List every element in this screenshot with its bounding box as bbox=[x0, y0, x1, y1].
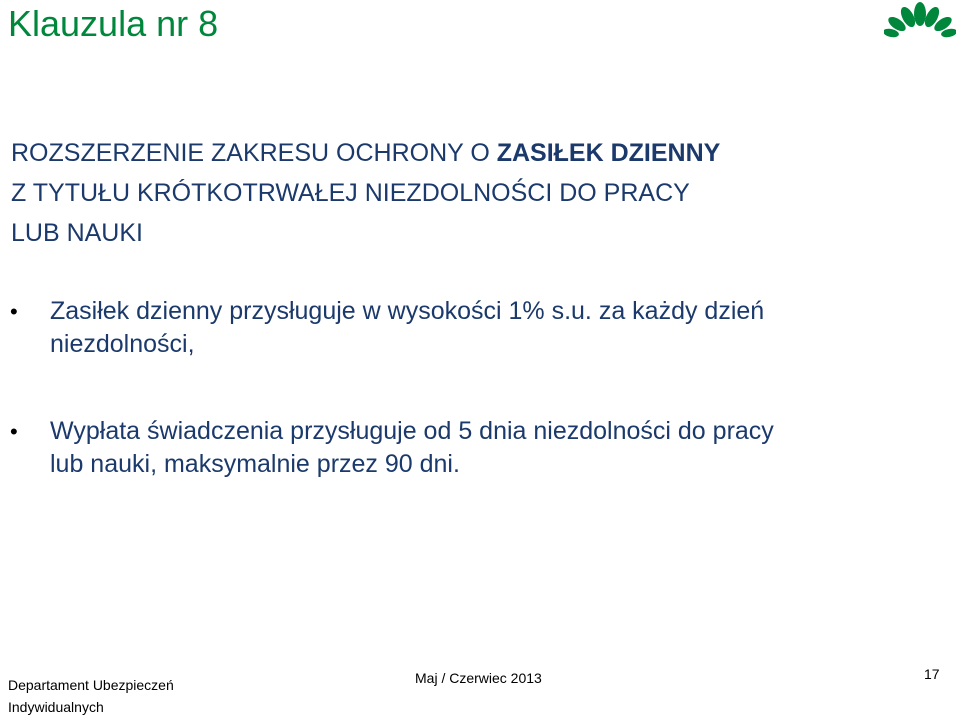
heading-line-2: Z TYTUŁU KRÓTKOTRWAŁEJ NIEZDOLNOŚCI DO PRACY bbox=[11, 179, 690, 207]
bullet-icon: • bbox=[10, 299, 18, 324]
bullet-text-line-1: Wypłata świadczenia przysługuje od 5 dnia niezdolności do pracy bbox=[50, 417, 774, 445]
footer-date: Maj / Czerwiec 2013 bbox=[415, 670, 542, 686]
heading-line-1 bbox=[11, 133, 720, 173]
heading-line-1-normal: ROZSZERZENIE ZAKRESU OCHRONY O bbox=[11, 139, 497, 167]
leaf-fan-logo-icon bbox=[884, 2, 956, 38]
clause-heading bbox=[11, 133, 720, 253]
footer-department-line-2: Indywidualnych bbox=[8, 699, 104, 715]
page-number: 17 bbox=[924, 666, 940, 682]
footer-department-line-1: Departament Ubezpieczeń bbox=[8, 677, 174, 693]
heading-line-1-bold: ZASIŁEK DZIENNY bbox=[496, 139, 721, 167]
bullet-text-line-2: niezdolności, bbox=[50, 330, 195, 358]
bullet-text bbox=[50, 415, 910, 481]
slide-title: Klauzula nr 8 bbox=[8, 3, 219, 44]
heading-line-3: LUB NAUKI bbox=[11, 219, 143, 247]
footer-department bbox=[8, 674, 174, 718]
bullet-text-line-1: Zasiłek dzienny przysługuje w wysokości 1% s.u. za każdy dzień bbox=[50, 297, 765, 325]
bullet-icon: • bbox=[10, 419, 18, 444]
bullet-text-line-2: lub nauki, maksymalnie przez 90 dni. bbox=[50, 450, 460, 478]
bullet-text bbox=[50, 295, 910, 361]
